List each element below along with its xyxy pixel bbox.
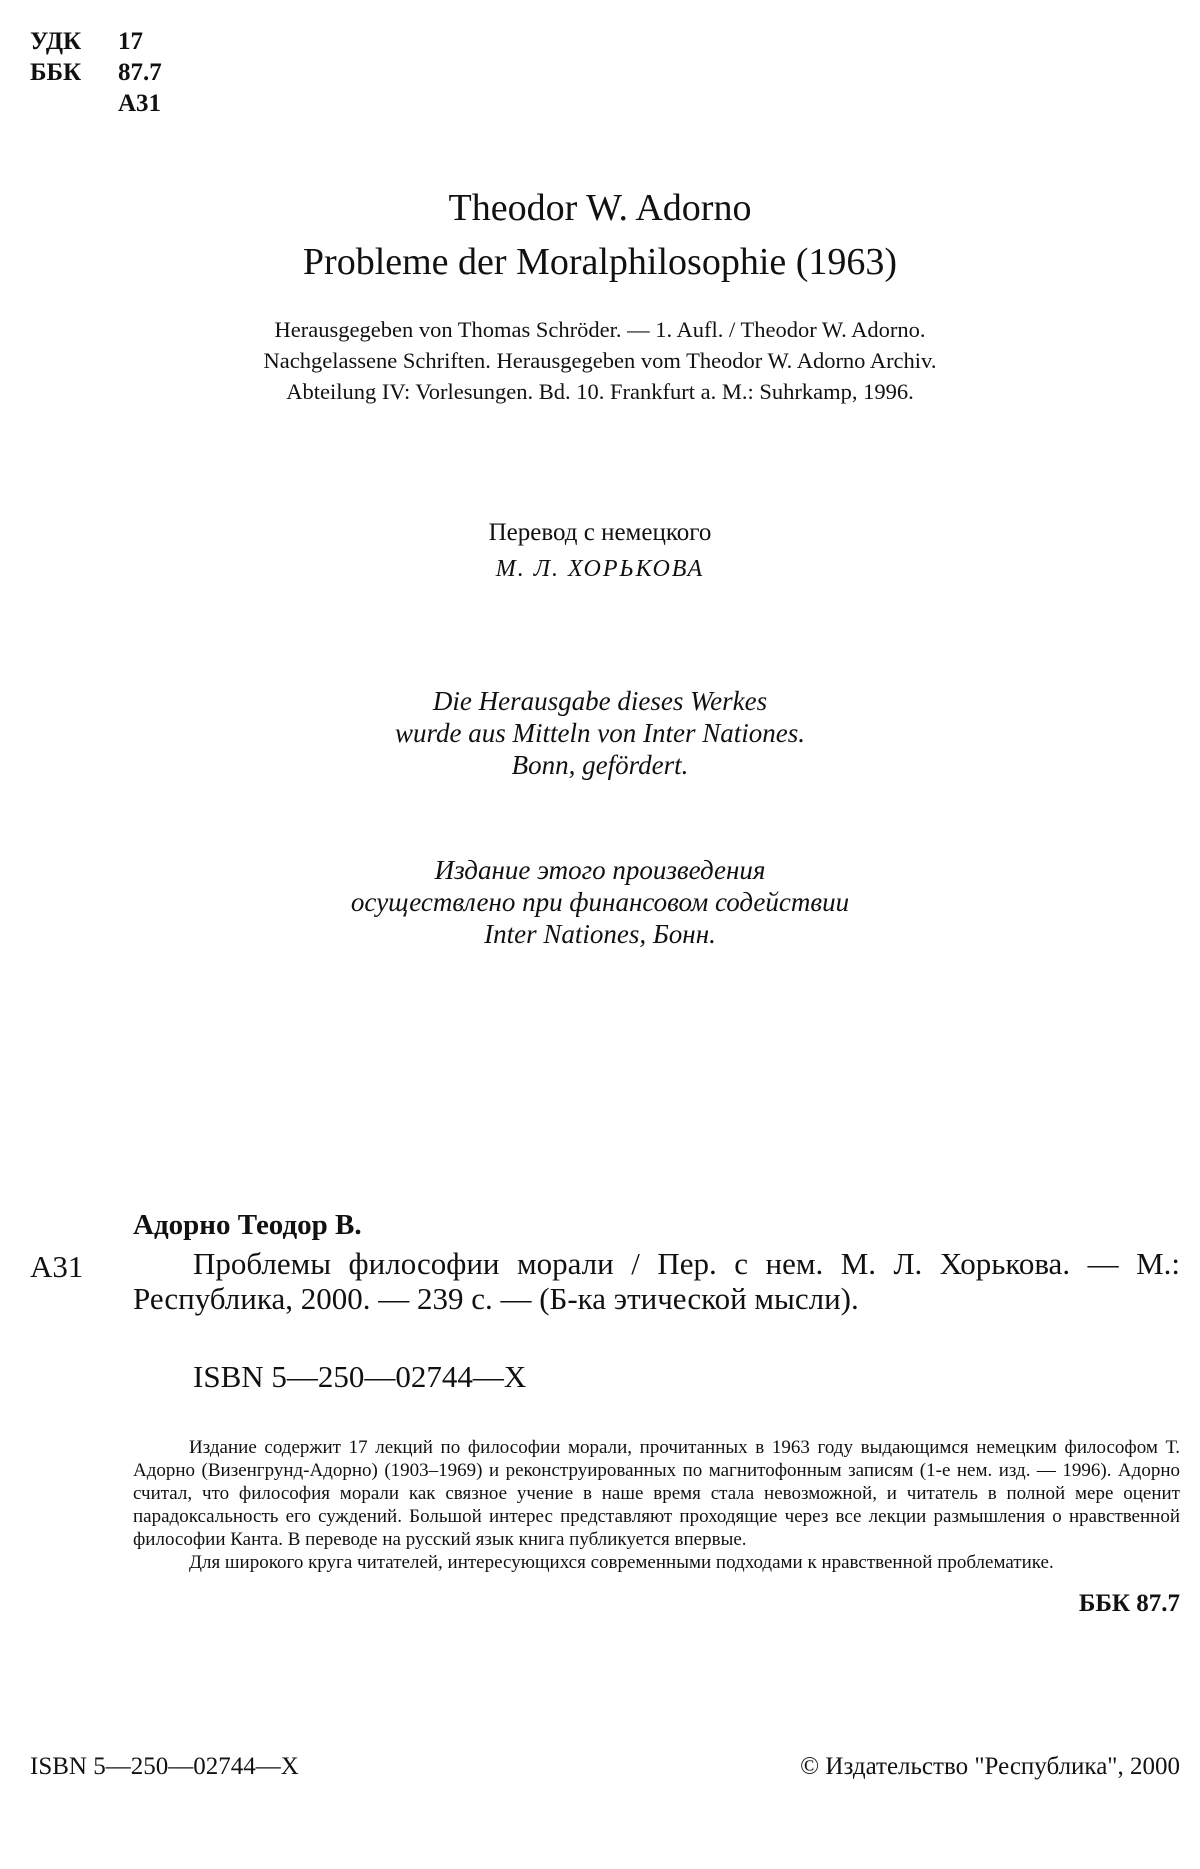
translation-credit bbox=[0, 515, 1200, 587]
catalog-heading: Адорно Теодор В. bbox=[133, 1209, 362, 1241]
support-note-german bbox=[0, 685, 1200, 781]
support-line: wurde aus Mitteln von Inter Nationes. bbox=[395, 718, 805, 748]
support-line: Inter Nationes, Бонн. bbox=[484, 919, 716, 949]
code-row-author-mark bbox=[30, 88, 162, 119]
translator-name: М. Л. ХОРЬКОВА bbox=[495, 556, 705, 582]
code-key: ББК bbox=[30, 59, 82, 86]
bbk-code-right: ББК 87.7 bbox=[1078, 1590, 1180, 1617]
catalog-isbn: ISBN 5—250—02744—X bbox=[193, 1359, 527, 1394]
original-author: Theodor W. Adorno bbox=[448, 187, 752, 229]
code-value: 87.7 bbox=[118, 59, 162, 86]
translation-label: Перевод с немецкого bbox=[488, 519, 712, 546]
original-title: Probleme der Moralphilosophie (1963) bbox=[302, 241, 898, 283]
annotation-paragraph: Издание содержит 17 лекций по философии морали, прочитанных в 1963 году выдающимся немецким философом Т. Адорно (Визенгрунд-Адорно) (1903–1969) и реконструированных по магнитофонным записям (1-е нем. изд. — 1996). Адорно считал, что философия морали как связное учение в наше время стала невозможной, и читатель в полной мере оценит парадоксальность его суждений. Большой интерес представляют проходящие через все лекции размышления о нравственной философии Канта. В переводе на русский язык книга публикуется впервые. bbox=[133, 1437, 1180, 1550]
catalog-description: Проблемы философии морали / Пер. с нем. М. Л. Хорькова. — М.: Республика, 2000. — 239 с. — (Б-ка этической мысли). bbox=[133, 1246, 1180, 1316]
support-line: Die Herausgabe dieses Werkes bbox=[432, 686, 768, 716]
code-key bbox=[30, 88, 118, 119]
original-publication-info bbox=[0, 314, 1200, 407]
support-line: Bonn, gefördert. bbox=[511, 750, 689, 780]
support-line: осуществлено при финансовом содействии bbox=[350, 887, 850, 917]
pub-line: Herausgegeben von Thomas Schröder. — 1. Aufl. / Theodor W. Adorno. bbox=[274, 317, 926, 342]
catalog-author-mark: А31 bbox=[30, 1249, 84, 1284]
code-value: 17 bbox=[118, 28, 143, 55]
support-line: Издание этого произведения bbox=[434, 855, 766, 885]
support-note-russian bbox=[0, 854, 1200, 950]
pub-line: Abteilung IV: Vorlesungen. Bd. 10. Frankfurt a. M.: Suhrkamp, 1996. bbox=[286, 379, 914, 404]
annotation-paragraph: Для широкого круга читателей, интересующихся современными подходами к нравственной проблематике. bbox=[189, 1552, 1054, 1573]
code-row-bbk bbox=[30, 57, 162, 88]
annotation bbox=[133, 1436, 1180, 1574]
code-row-udk bbox=[30, 26, 162, 57]
code-value: А31 bbox=[118, 90, 162, 117]
footer-copyright: © Издательство "Республика", 2000 bbox=[800, 1753, 1180, 1780]
classification-codes bbox=[30, 26, 162, 119]
pub-line: Nachgelassene Schriften. Herausgegeben vom Theodor W. Adorno Archiv. bbox=[263, 348, 937, 373]
code-key: УДК bbox=[30, 28, 82, 55]
footer-isbn: ISBN 5—250—02744—X bbox=[30, 1753, 299, 1780]
